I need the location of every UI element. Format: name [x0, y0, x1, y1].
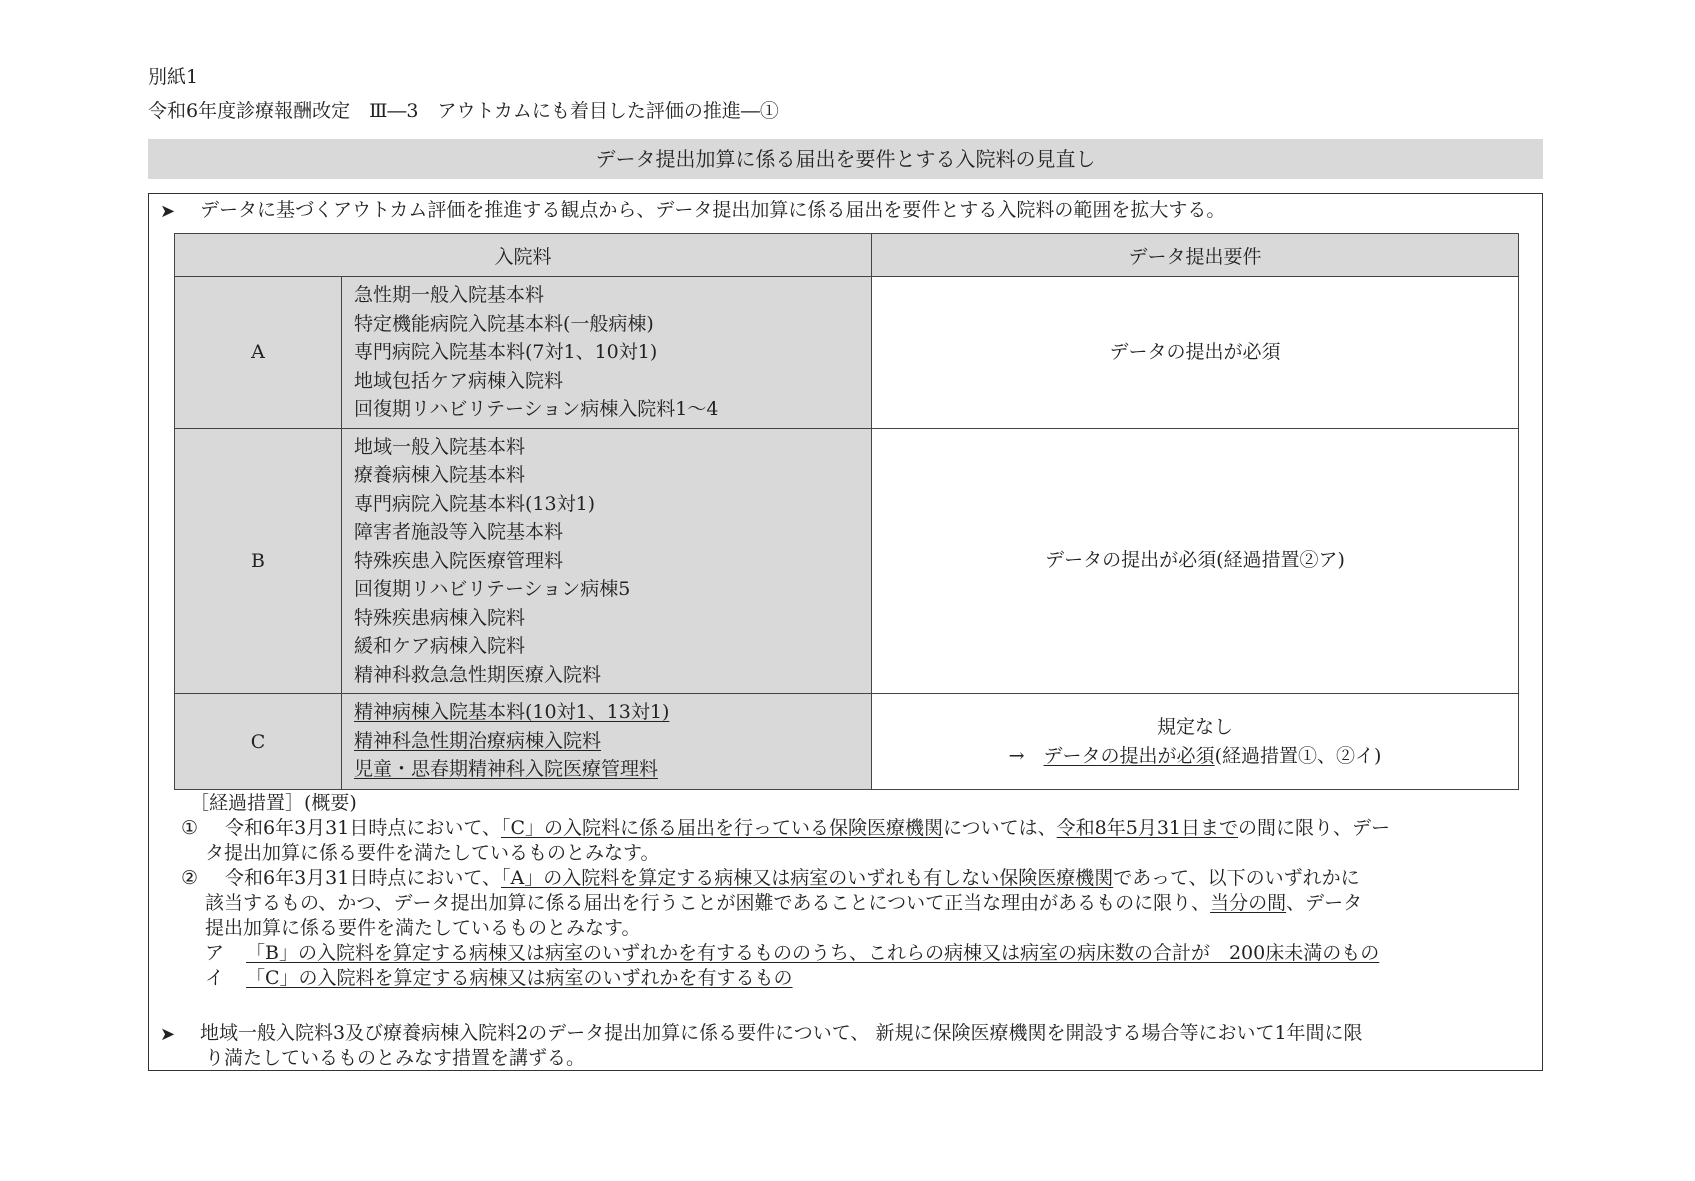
- attachment-label: 別紙1: [148, 66, 199, 88]
- bullet-1-text: データに基づくアウトカム評価を推進する観点から、データ提出加算に係る届出を要件とする入院料の範囲を拡大する。: [200, 199, 1226, 221]
- list-item: 回復期リハビリテーション病棟入院料1～4: [354, 398, 719, 420]
- row-label-a: A: [175, 277, 342, 429]
- note-2-line3: 提出加算に係る要件を満たしているものとみなす。: [205, 917, 641, 939]
- note-i-mark: イ: [205, 967, 225, 989]
- admission-fee-table: [174, 233, 1519, 790]
- requirement-c-underlined: データの提出が必須: [1043, 744, 1215, 767]
- list-item: 児童・思春期精神科入院医療管理料: [354, 758, 659, 780]
- bullet-1: [160, 198, 1530, 224]
- list-item: 特殊疾患入院医療管理料: [354, 549, 564, 572]
- table-row-b: [175, 428, 1519, 694]
- list-item: 精神科急性期治療病棟入院料: [354, 729, 602, 752]
- list-item: 専門病院入院基本料(13対1): [354, 492, 596, 515]
- list-item: 障害者施設等入院基本料: [354, 521, 564, 543]
- bullet-2-line2: り満たしているものとみなす措置を講ずる。: [205, 1047, 586, 1069]
- table-row-c: [175, 694, 1519, 790]
- requirement-c: [872, 694, 1519, 790]
- note-2-line2: 該当するもの、かつ、データ提出加算に係る届出を行うことが困難であることについて正当な理由があるものに限り、当分の間、データ: [205, 892, 1363, 914]
- list-item: 緩和ケア病棟入院料: [354, 635, 526, 657]
- note-1-line2: タ提出加算に係る要件を満たしているものとみなす。: [205, 842, 660, 864]
- notes-title: ［経過措置］(概要): [190, 792, 357, 814]
- document-subtitle: 令和6年度診療報酬改定 Ⅲ―3 アウトカムにも着目した評価の推進―①: [148, 100, 779, 122]
- note-a-mark: ア: [205, 942, 225, 964]
- list-item: 精神病棟入院基本料(10対1、13対1): [354, 701, 670, 723]
- fee-list-a: [342, 277, 872, 429]
- note-1-line1: 令和6年3月31日時点において、「C」の入院料に係る届出を行っている保険医療機関については、令和8年5月31日までの間に限り、デー: [225, 817, 1391, 839]
- requirement-c-line2: [872, 742, 1518, 771]
- list-item: 特殊疾患病棟入院料: [354, 606, 526, 629]
- page-title: データ提出加算に係る届出を要件とする入院料の見直し: [148, 139, 1543, 179]
- requirement-a: データの提出が必須: [872, 277, 1519, 429]
- list-item: 療養病棟入院基本料: [354, 464, 526, 486]
- list-item: 精神科救急急性期医療入院料: [354, 663, 602, 686]
- arrowhead-bullet-icon: ➤: [160, 1024, 176, 1045]
- requirement-c-note: (経過措置①、②イ): [1214, 744, 1382, 767]
- arrowhead-bullet-icon: ➤: [160, 201, 176, 222]
- list-item: 地域包括ケア病棟入院料: [354, 369, 564, 392]
- column-header-fee: 入院料: [175, 234, 872, 277]
- note-2-mark: ②: [181, 867, 199, 889]
- note-i-text: 「C」の入院料を算定する病棟又は病室のいずれかを有するもの: [246, 967, 793, 989]
- list-item: 地域一般入院基本料: [354, 435, 526, 458]
- note-a-text: 「B」の入院料を算定する病棟又は病室のいずれかを有するもののうち、これらの病棟又は病室の病床数の合計が 200床未満のもの: [246, 942, 1380, 964]
- requirement-b: データの提出が必須(経過措置②ア): [872, 428, 1519, 694]
- list-item: 急性期一般入院基本料: [354, 284, 545, 306]
- note-2-line1: 令和6年3月31日時点において、「A」の入院料を算定する病棟又は病室のいずれも有しない保険医療機関であって、以下のいずれかに: [225, 867, 1360, 889]
- requirement-c-line1: 規定なし: [1156, 715, 1233, 738]
- table-header-row: [175, 234, 1519, 277]
- note-1-mark: ①: [181, 817, 199, 839]
- fee-list-b: [342, 428, 872, 694]
- fee-list-c: [342, 694, 872, 790]
- column-header-requirement: データ提出要件: [872, 234, 1519, 277]
- row-label-c: C: [175, 694, 342, 790]
- table-row-a: [175, 277, 1519, 429]
- bullet-2: [160, 1021, 1530, 1071]
- list-item: 専門病院入院基本料(7対1、10対1): [354, 341, 658, 363]
- list-item: 回復期リハビリテーション病棟5: [354, 578, 631, 600]
- arrow-right-icon: →: [1008, 744, 1025, 767]
- list-item: 特定機能病院入院基本料(一般病棟): [354, 312, 654, 335]
- bullet-2-line1: 地域一般入院料3及び療養病棟入院料2のデータ提出加算に係る要件について、 新規に保険医療機関を開設する場合等において1年間に限: [200, 1022, 1363, 1044]
- row-label-b: B: [175, 428, 342, 694]
